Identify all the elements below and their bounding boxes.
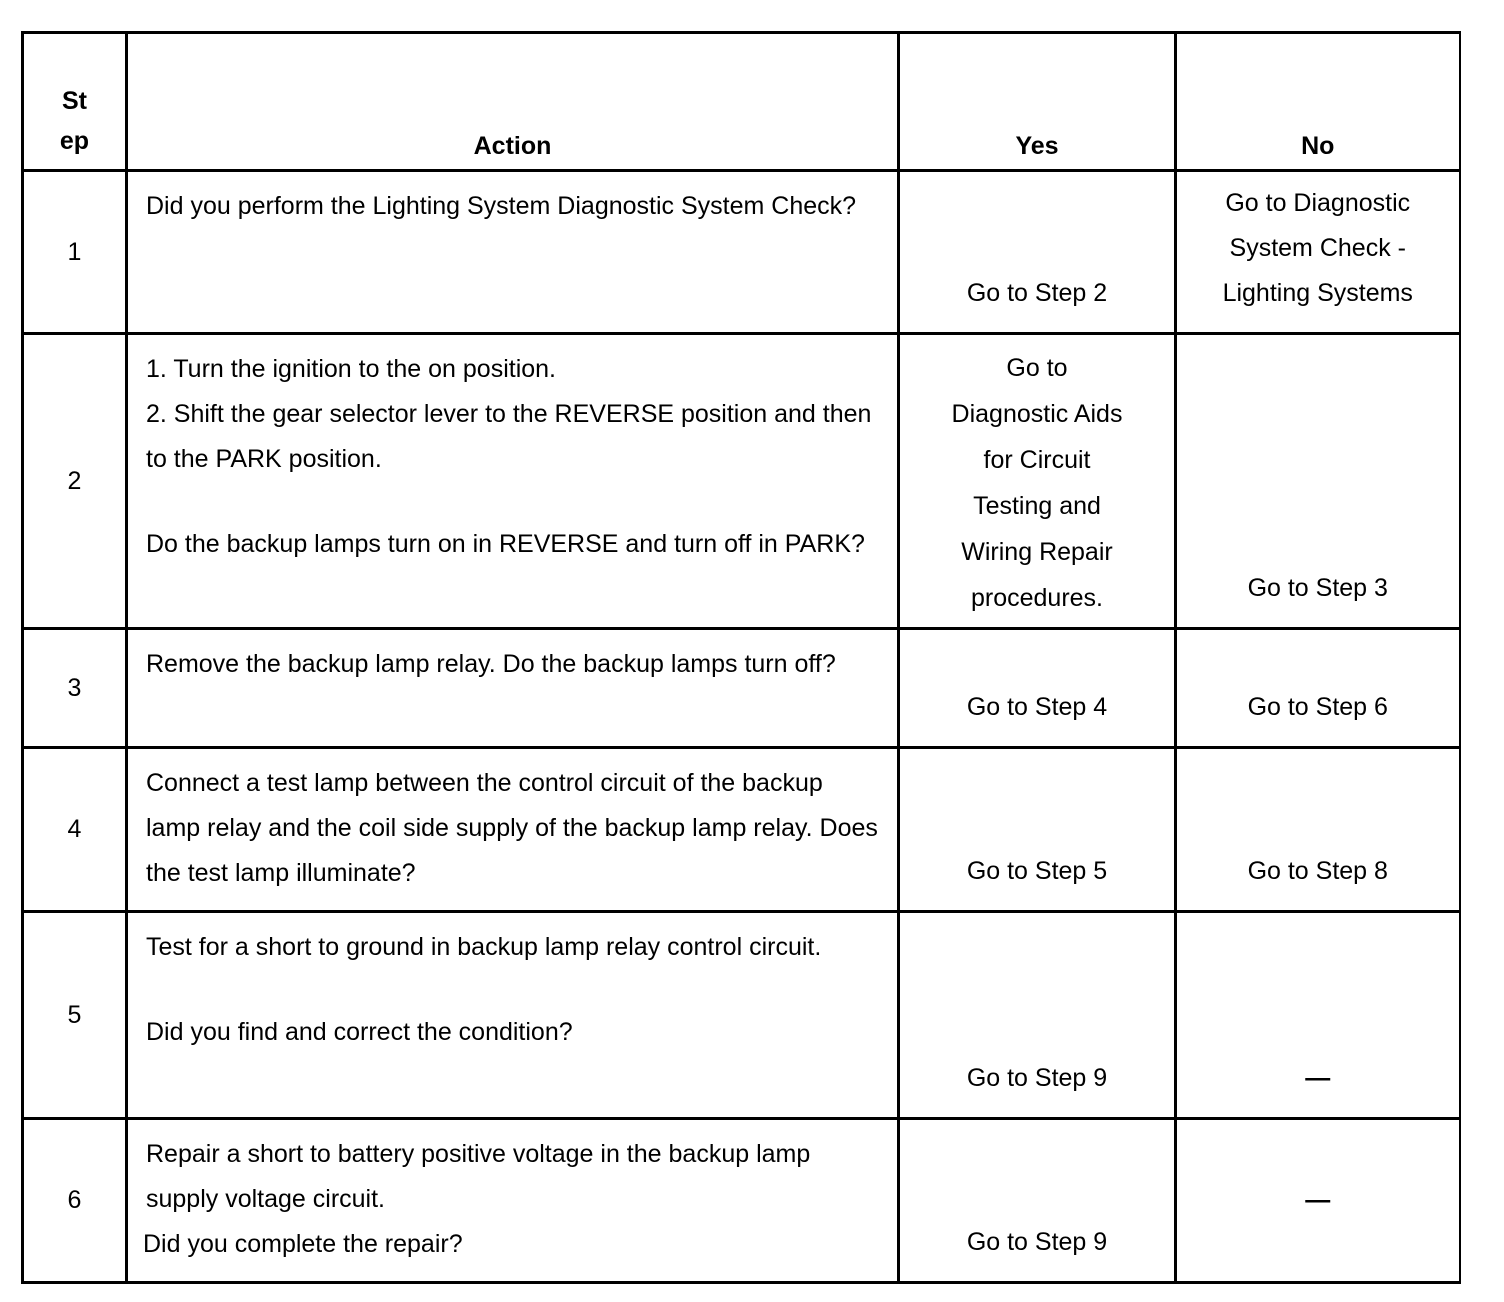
no-text-line: Go to Diagnostic xyxy=(1225,189,1411,217)
action-cell xyxy=(127,334,899,629)
yes-cell xyxy=(899,748,1176,912)
step-number: 4 xyxy=(23,748,127,912)
yes-cell xyxy=(899,334,1176,629)
action-text: Did you find and correct the condition? xyxy=(146,1018,573,1046)
table-row xyxy=(23,912,1460,1119)
yes-cell xyxy=(899,1119,1176,1283)
action-text: Did you complete the repair? xyxy=(143,1230,463,1258)
yes-text: Go to Step 4 xyxy=(966,693,1108,721)
action-cell xyxy=(127,1119,899,1283)
table-row xyxy=(23,629,1460,748)
no-text-line: System Check - xyxy=(1229,234,1406,262)
action-text: Do the backup lamps turn on in REVERSE and turn off in PARK? xyxy=(146,530,865,558)
no-cell xyxy=(1176,629,1460,748)
action-cell xyxy=(127,748,899,912)
header-row xyxy=(23,33,1460,171)
yes-text: Go to Step 5 xyxy=(966,857,1108,885)
no-cell xyxy=(1176,748,1460,912)
header-step-line1: St xyxy=(62,87,87,115)
step-number: 6 xyxy=(23,1119,127,1283)
no-text: Go to Step 6 xyxy=(1247,693,1388,721)
yes-text: Go to Step 9 xyxy=(966,1228,1108,1256)
action-text: 1. Turn the ignition to the on position. xyxy=(146,355,556,383)
action-text: Connect a test lamp between the control circuit of the backup lamp relay and the coil side supply of the backup lamp relay. Does the test lamp illuminate? xyxy=(146,769,878,887)
yes-cell xyxy=(899,912,1176,1119)
yes-text-line: for Circuit xyxy=(983,446,1091,474)
action-text: Repair a short to battery positive voltage in the backup lamp supply voltage circuit. xyxy=(146,1140,811,1213)
yes-text-line: Testing and xyxy=(973,492,1101,520)
action-text: Test for a short to ground in backup lamp relay control circuit. xyxy=(146,933,822,961)
step-number: 5 xyxy=(23,912,127,1119)
no-cell xyxy=(1176,912,1460,1119)
diagnostic-table xyxy=(21,31,1461,1284)
header-step xyxy=(23,33,127,171)
table-row xyxy=(23,748,1460,912)
step-number: 2 xyxy=(23,334,127,629)
no-dash: — xyxy=(1305,1064,1331,1092)
yes-text: Go to Step 2 xyxy=(966,279,1108,307)
no-cell xyxy=(1176,1119,1460,1283)
spacer xyxy=(146,970,881,1010)
header-action: Action xyxy=(127,33,899,171)
yes-text-line: Diagnostic Aids xyxy=(951,400,1123,428)
action-text: 2. Shift the gear selector lever to the REVERSE position and then to the PARK position. xyxy=(146,400,872,473)
yes-text-line: Wiring Repair xyxy=(961,538,1113,566)
yes-text-line: Go to xyxy=(1006,354,1068,382)
step-number: 3 xyxy=(23,629,127,748)
yes-text-line: procedures. xyxy=(970,584,1104,612)
action-text: Did you perform the Lighting System Diagnostic System Check? xyxy=(146,192,857,220)
header-yes: Yes xyxy=(899,33,1176,171)
no-cell xyxy=(1176,171,1460,334)
yes-cell xyxy=(899,629,1176,748)
spacer xyxy=(146,482,881,522)
action-cell xyxy=(127,171,899,334)
no-text: Go to Step 3 xyxy=(1247,574,1388,602)
yes-text: Go to Step 9 xyxy=(966,1064,1108,1092)
table-row xyxy=(23,171,1460,334)
action-cell xyxy=(127,629,899,748)
no-cell xyxy=(1176,334,1460,629)
action-cell xyxy=(127,912,899,1119)
action-text: Remove the backup lamp relay. Do the backup lamps turn off? xyxy=(146,650,836,678)
no-dash: — xyxy=(1305,1186,1331,1214)
yes-cell xyxy=(899,171,1176,334)
step-number: 1 xyxy=(23,171,127,334)
table-row xyxy=(23,1119,1460,1283)
header-no: No xyxy=(1176,33,1460,171)
table-row xyxy=(23,334,1460,629)
no-text: Go to Step 8 xyxy=(1247,857,1388,885)
header-step-line2: ep xyxy=(59,127,90,155)
no-text-line: Lighting Systems xyxy=(1222,279,1413,307)
